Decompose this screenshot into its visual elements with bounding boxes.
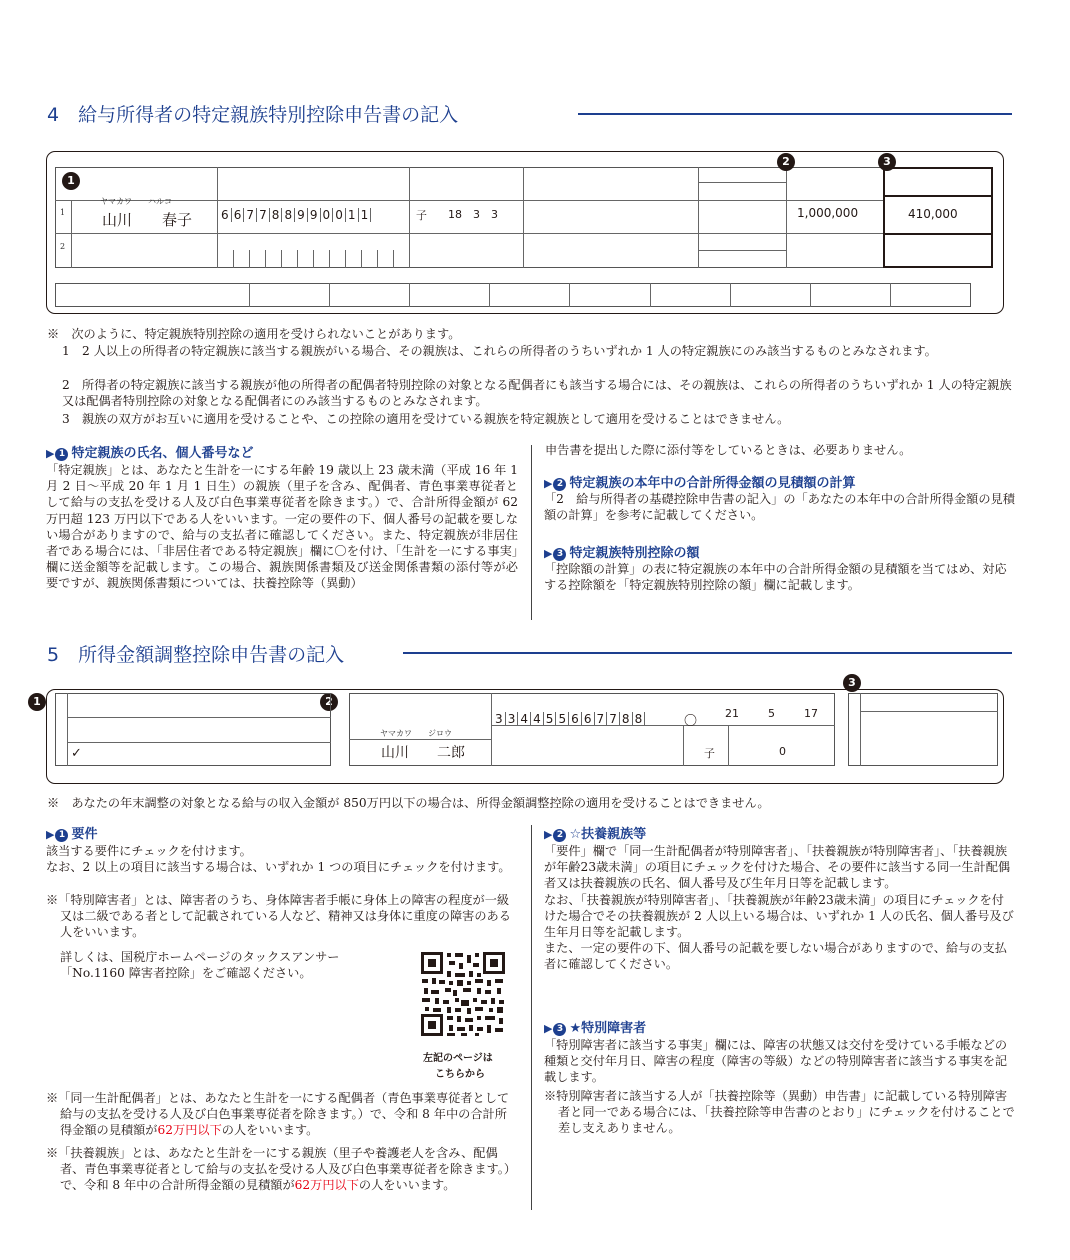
sec5-furigana: ヤマカワ ジロウ: [380, 729, 452, 738]
section4-rule: [578, 113, 1012, 115]
sec5-birth-month: 5: [768, 707, 775, 720]
sec5-income: 0: [779, 745, 786, 758]
sec4-note-3: 3 親族の双方がお互いに適用を受けることや、この控除の適用を受けている親族を特定親族として適用を受けることはできません。: [62, 412, 790, 426]
sec5-form-marker-3: 3: [843, 674, 861, 692]
sec4-bottom-strip: [55, 283, 971, 307]
sec5-heading-2: ▶ 2 ☆扶養親族等: [544, 827, 647, 842]
sec4-paragraph-1: 「特定親族」とは、あなたと生計を一にする年齢 19 歳以上 23 歳未満（平成 16 年 1 月 2 日～平成 20 年 1 月 1 日生）の親族（里子を含み、配偶者、青色事業専従者として給与の支払を受ける人及び白色事業専従者を除きます。）で、合計所得金額が 62 万円超 123 万円以下である人をいいます。一定の要件の下、個人番号の記載を要しない場合がありますので、給与の支払者に確認してください。また、特定親族が非居住者である場合には、「非居住者である特定親族」欄に〇を付け、「生計を一にする事実」欄に送金額等を記載します。この場合、親族関係書類及び送金関係書類の添付等が必要ですが、親族関係書類については、扶養控除等（異動）: [46, 463, 518, 591]
sec5-paragraph-1: 該当する要件にチェックを付けます。 なお、2 以上の項目に該当する場合は、いずれか 1 つの項目にチェックを付けます。: [46, 844, 511, 875]
sec5-birth-day: 17: [804, 707, 818, 720]
sec4-note-intro: ※ 次のように、特定親族特別控除の適用を受けられないことがあります。: [47, 327, 461, 341]
requirement-table: [55, 693, 331, 766]
relationship: 子: [416, 209, 427, 222]
sec5-relationship: 子: [704, 747, 715, 760]
qr-caption-line1: 左記のページは: [423, 1053, 493, 1064]
sec4-paragraph-1-cont: 申告書を提出した際に添付等をしているときは、必要ありません。: [545, 443, 912, 457]
sec5-heading-1: ▶ 1 要件: [46, 827, 98, 842]
requirement-checkmark[interactable]: ✓: [71, 746, 82, 761]
sec5-form-marker-1: 1: [28, 693, 46, 711]
income-estimate: 1,000,000: [797, 206, 859, 220]
sec5-paragraph-2: 「要件」欄で「同一生計配偶者が特別障害者」、「扶養親族が特別障害者」、「扶養親族が年齢23歳未満」の項目にチェックを付けた場合、その要件に該当する同一生計配偶者又は扶養親族の氏名、個人番号及び生年月日等を記載します。 なお、「扶養親族が特別障害者」、「扶養親族が年齢23歳未満」の項目にチェックを付けた場合でその扶養親族が 2 人以上いる場合は、いずれか 1 人の氏名、個人番号及び生年月日等を記載します。 また、一定の要件の下、個人番号の記載を要しない場合がありますので、給与の支払者に確認してください。: [544, 844, 1014, 972]
sec4-note-2: 2 所得者の特定親族に該当する親族が他の所得者の配偶者特別控除の対象となる配偶者にも該当する場合には、その親族は、これらの所得者のうちいずれか 1 人の特定親族又は配偶者特別控除の対象となる配偶者にのみ該当するものとみなされます。: [62, 378, 1012, 409]
section5-title: 5 所得金額調整控除申告書の記入: [47, 644, 345, 666]
sec4-form-marker-1: 1: [62, 172, 80, 190]
my-number-digits: 6 6 7 7 8 8 9 9 0 0 1 1: [219, 208, 371, 222]
special-disability-table: [848, 693, 998, 766]
row2-number: 2: [60, 242, 66, 251]
sec4-paragraph-2: 「2 給与所得者の基礎控除申告書の記入」の「あなたの本年中の合計所得金額の見積額の計算」を参考に記載してください。: [544, 492, 1015, 523]
sec5-form-marker-2: 2: [320, 693, 338, 711]
deduction-amount: 410,000: [908, 207, 958, 221]
sec5-note-special-disabled-same: ※特別障害者に該当する人が「扶養控除等（異動）申告書」に記載している特別障害者と同一である場合には、「扶養控除等申告書のとおり」にチェックを付けることで差し支えありません。: [544, 1089, 1015, 1136]
row1-number: 1: [60, 208, 66, 217]
furigana: ヤマカワ ハルコ: [100, 197, 172, 206]
sec5-note: ※ あなたの年末調整の対象となる給与の収入金額が 850万円以下の場合は、所得金額調整控除の適用を受けることはできません。: [47, 796, 770, 810]
specified-relative-name: 山川 春子: [102, 211, 193, 229]
sec4-heading-2: ▶ 2 特定親族の本年中の合計所得金額の見積額の計算: [544, 476, 856, 491]
dependent-name: 山川 二郎: [381, 745, 465, 761]
sec5-my-number-digits: 3 3 4 4 5 5 6 6 7 7 8 8: [493, 712, 645, 726]
non-resident-circle: 〇: [684, 714, 698, 729]
sec5-note-spouse: ※「同一生計配偶者」とは、あなたと生計を一にする配偶者（青色事業専従者として給与の支払を受ける人及び白色事業専従者を除きます。）で、令和 8 年中の合計所得金額の見積額が62万円以下の人をいいます。: [46, 1091, 510, 1138]
qr-caption-line2: こちらから: [435, 1069, 485, 1080]
sec4-form-marker-3: 3: [878, 153, 896, 171]
sec5-note-tax-answer: 詳しくは、国税庁ホームページのタックスアンサー「No.1160 障害者控除」をご確認ください。: [60, 950, 340, 981]
sec4-heading-3: ▶ 3 特定親族特別控除の額: [544, 546, 700, 561]
section4-title: 4 給与所得者の特定親族特別控除申告書の記入: [47, 104, 459, 126]
sec4-paragraph-3: 「控除額の計算」の表に特定親族の本年中の合計所得金額の見積額を当てはめ、対応する控除額を「特定親族特別控除の額」欄に記載します。: [544, 562, 1007, 593]
qr-code[interactable]: [419, 950, 507, 1038]
sec5-note-special-disabled: ※「特別障害者」とは、障害者のうち、身体障害者手帳に身体上の障害の程度が一級又は二級である者として記載されている人など、精神又は身体に重度の障害のある人をいいます。: [46, 893, 511, 940]
birth-date: 18 3 3: [448, 208, 498, 221]
sec5-note-dependent: ※「扶養親族」とは、あなたと生計を一にする親族（里子や養護老人を含み、配偶者、青色事業専従者として給与の支払を受ける人及び白色事業専従者を除きます。）で、令和 8 年中の合計所得金額の見積額が62万円以下の人をいいます。: [46, 1146, 517, 1193]
section5-rule: [403, 652, 1012, 654]
sec4-heading-1: ▶ 1 特定親族の氏名、個人番号など: [46, 446, 254, 461]
sec5-birth-year: 21: [725, 707, 739, 720]
sec5-paragraph-3: 「特別障害者に該当する事実」欄には、障害の状態又は交付を受けている手帳などの種類と交付年月日、障害の程度（障害の等級）などの特別障害者に該当する事実を記載します。: [544, 1038, 1008, 1085]
sec4-form-marker-2: 2: [777, 153, 795, 171]
sec4-note-1: 1 2 人以上の所得者の特定親族に該当する親族がいる場合、その親族は、これらの所得者のうちいずれか 1 人の特定親族にのみ該当するものとみなされます。: [62, 344, 937, 358]
sec5-heading-3: ▶ 3 ★特別障害者: [544, 1021, 647, 1036]
